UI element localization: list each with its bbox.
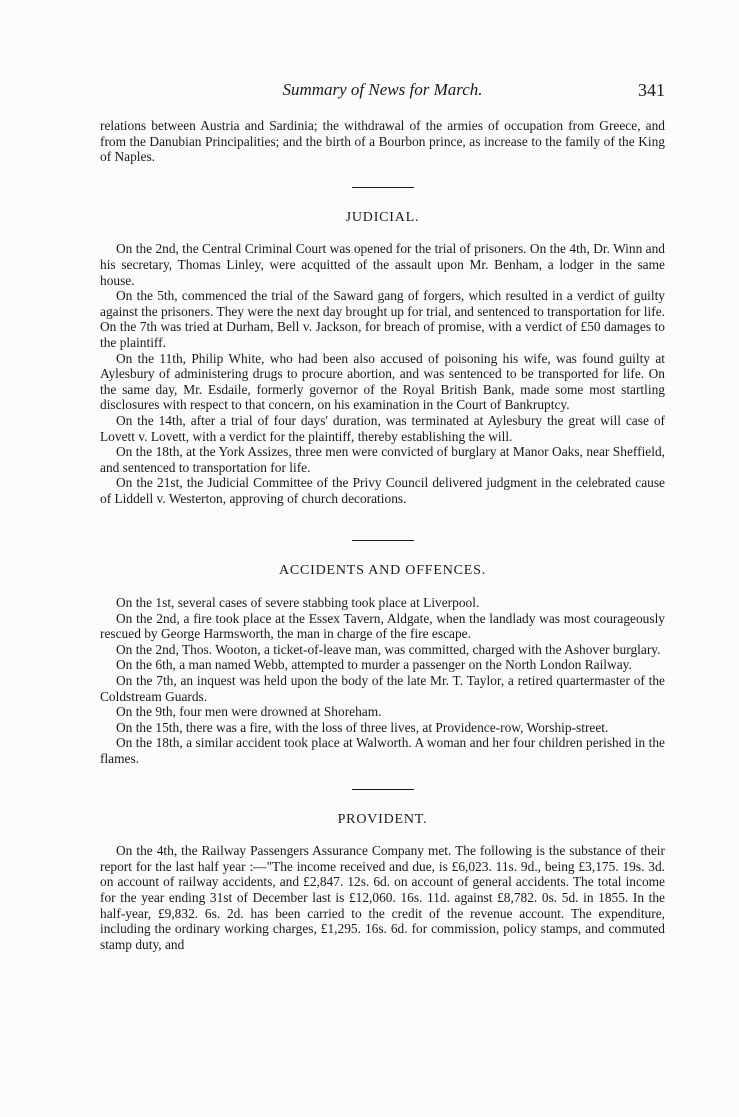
paragraph: On the 2nd, the Central Criminal Court was opened for the trial of prisoners. On the 4th, Dr. Winn and his secretary, Thomas Linley, were acquitted of the assault upon Mr. Benham, a lodger in the same house. — [100, 241, 665, 288]
paragraph: On the 2nd, Thos. Wooton, a ticket-of-leave man, was committed, charged with the Ashover burglary. — [116, 641, 661, 657]
paragraph: On the 2nd, a fire took place at the Essex Tavern, Aldgate, when the landlady was most courageously rescued by George Harmsworth, the man in charge of the fire escape. — [100, 610, 665, 642]
section-accidents — [100, 595, 665, 767]
paragraph: On the 14th, after a trial of four days' duration, was terminated at Aylesbury the great will case of Lovett v. Lovett, with a verdict for the plaintiff, thereby establishing the will. — [100, 412, 665, 444]
paragraph: On the 21st, the Judicial Committee of the Privy Council delivered judgment in the celebrated cause of Liddell v. Westerton, approving of church decorations. — [100, 475, 665, 506]
paragraph: On the 4th, the Railway Passengers Assurance Company met. The following is the substance of their report for the last half year :—"The income received and due, is £6,023. 11s. 9d., being £3,175. 19s. 3d. on account of railway accidents, and £2,847. 12s. 6d. on account of general accidents. The total income for the year ending 31st of December last is £12,060. 16s. 11d. against £8,782. 0s. 5d. in 1855. In the half-year, £9,832. 6s. 2d. has been carried to the credit of the revenue account. The expenditure, including the ordinary working charges, £1,295. 16s. 6d. for commission, policy stamps, and commuted stamp duty, and — [100, 843, 665, 952]
paragraph: On the 5th, commenced the trial of the Saward gang of forgers, which resulted in a verdict of guilty against the prisoners. They were the next day brought up for trial, and sentenced to transportation for life. On the 7th was tried at Durham, Bell v. Jackson, for breach of promise, with a verdict of £50 damages to the plaintiff. — [100, 288, 665, 350]
section-heading-judicial: JUDICIAL. — [345, 209, 420, 225]
paragraph: On the 6th, a man named Webb, attempted to murder a passenger on the North London Railway. — [116, 657, 632, 673]
article-body — [100, 118, 665, 952]
paragraph: On the 18th, a similar accident took place at Walworth. A woman and her four children perished in the flames. — [100, 735, 665, 766]
section-judicial — [100, 241, 665, 506]
section-heading-accidents: ACCIDENTS AND OFFENCES. — [278, 563, 487, 579]
running-head — [100, 80, 665, 104]
section-provident — [100, 843, 665, 952]
section-heading-provident: PROVIDENT. — [337, 811, 428, 827]
paragraph: On the 15th, there was a fire, with the loss of three lives, at Providence-row, Worship-street. — [116, 719, 609, 735]
paragraph: On the 9th, four men were drowned at Shoreham. — [116, 704, 382, 720]
paragraph: On the 18th, at the York Assizes, three men were convicted of burglary at Manor Oaks, near Sheffield, and sentenced to transportation for life. — [100, 444, 665, 475]
running-title: Summary of News for March. — [282, 80, 483, 99]
page-number: 341 — [638, 80, 665, 100]
intro-paragraph: relations between Austria and Sardinia; the withdrawal of the armies of occupation from Greece, and from the Danubian Principalities; and the birth of a Bourbon prince, as increase to the family of the King of Naples. — [100, 118, 665, 165]
paragraph: On the 11th, Philip White, who had been also accused of poisoning his wife, was found guilty at Aylesbury of administering drugs to procure abortion, and was sentenced to be transported for life. On the same day, Mr. Esdaile, formerly governor of the Royal British Bank, made some most startling disclosures with respect to that concern, on his examination in the Court of Bankruptcy. — [100, 350, 665, 413]
paragraph: On the 1st, several cases of severe stabbing took place at Liverpool. — [116, 595, 480, 611]
paragraph: On the 7th, an inquest was held upon the body of the late Mr. T. Taylor, a retired quartermaster of the Coldstream Guards. — [100, 673, 665, 704]
